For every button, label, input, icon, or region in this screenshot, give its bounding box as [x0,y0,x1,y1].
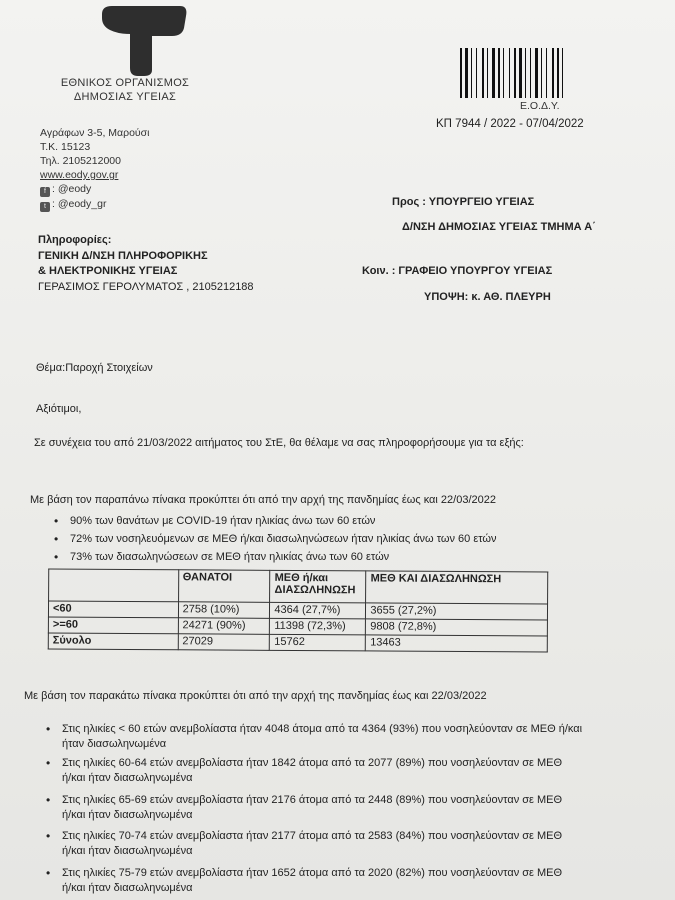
website-link[interactable]: www.eody.gov.gr [40,169,119,181]
table-header-row [49,569,548,604]
table-cell: <60 [48,601,178,618]
barcode-bar [557,48,559,98]
table-cell: 27029 [178,634,270,651]
list-item-text: Στις ηλικίες 60-64 ετών ανεμβολίαστα ήταν 1842 άτομα από τα 2077 (89%) που νοσηλεύονταν σε ΜΕΘ [62,757,563,769]
barcode-bar [514,48,516,98]
facebook-handle: : @eody [52,183,92,195]
list-item [62,756,562,786]
phone: Τηλ. 2105212000 [40,155,121,167]
list-item: • 72% των νοσηλευόμενων σε ΜΕΘ ή/και διασωληνώσεων ήταν ηλικίας άνω των 60 ετών [70,532,497,547]
info-line-1: ΓΕΝΙΚΗ Δ/ΝΣΗ ΠΛΗΡΟΦΟΡΙΚΗΣ [38,250,208,262]
barcode-bar [503,48,504,98]
barcode-bar [465,48,468,98]
twitter-handle: : @eody_gr [52,198,107,210]
list-item-text: Στις ηλικίες 65-69 ετών ανεμβολίαστα ήταν 2176 άτομα από τα 2448 (89%) που νοσηλεύονταν σε ΜΕΘ [62,794,563,806]
table-cell: 13463 [366,635,548,652]
table-cell: 24271 (90%) [178,618,270,635]
list-item-text-cont: ή/και ήταν διασωληνωμένα [62,882,193,894]
list-item [62,793,562,823]
table-cell: Σύνολο [48,633,178,650]
recipient-department: Δ/ΝΣΗ ΔΗΜΟΣΙΑΣ ΥΓΕΙΑΣ ΤΜΗΜΑ Α΄ [402,221,596,233]
barcode-bar [541,48,542,98]
barcode-bar [460,48,462,98]
table-header [49,569,179,602]
barcode-bar [519,48,522,98]
table-header: ΘΑΝΑΤΟΙ [178,570,270,603]
table-cell: 2758 (10%) [178,602,270,619]
list-item-text: Στις ηλικίες 75-79 ετών ανεμβολίαστα ήταν 1652 άτομα από τα 2020 (82%) που νοσηλεύονταν σε ΜΕΘ [62,867,563,879]
barcode-bar [562,48,563,98]
barcode-bar [482,48,484,98]
list-item-text-cont: ή/και ήταν διασωληνωμένα [62,772,193,784]
eody-label: Ε.Ο.Δ.Υ. [520,100,560,112]
list-item-text: Στις ηλικίες < 60 ετών ανεμβολίαστα ήταν 4048 άτομα από τα 4364 (93%) που νοσηλεύονταν σε ΜΕΘ ή/και [62,723,583,735]
barcode-bar [476,48,477,98]
twitter-row [40,197,149,212]
table-cell: 9808 (72,8%) [366,619,548,636]
barcode-bar [498,48,500,98]
table-cell: 15762 [270,634,366,651]
recipient-to: Προς : ΥΠΟΥΡΓΕΙΟ ΥΓΕΙΑΣ [392,196,535,208]
list-item-text-cont: ή/και ήταν διασωληνωμένα [62,809,193,821]
table-cell: 4364 (27,7%) [270,602,366,619]
subject: Θέμα:Παροχή Στοιχείων [36,362,153,374]
address: Αγράφων 3-5, Μαρούσι [40,127,150,139]
list-item-text-cont: ήταν διασωληνωμένα [62,738,167,750]
list-item: • 90% των θανάτων με COVID-19 ήταν ηλικίας άνω των 60 ετών [70,514,375,529]
list-item: • 73% των διασωληνώσεων σε ΜΕΘ ήταν ηλικίας άνω των 60 ετών [70,550,389,565]
table-cell: 11398 (72,3%) [270,618,366,635]
barcode-bar [552,48,554,98]
org-line-2: ΔΗΜΟΣΙΑΣ ΥΓΕΙΑΣ [73,91,177,103]
section-1-text: Με βάση τον παραπάνω πίνακα προκύπτει ότι από την αρχή της πανδημίας έως και 22/03/2022 [30,494,496,506]
table-header: ΜΕΘ ή/και ΔΙΑΣΩΛΗΝΩΣΗ [270,570,366,603]
list-item [62,866,562,896]
table-header: ΜΕΘ ΚΑΙ ΔΙΑΣΩΛΗΝΩΣΗ [366,571,548,604]
facebook-icon: f [40,187,50,197]
recipient-attention: ΥΠΟΨΗ: κ. ΑΘ. ΠΛΕΥΡΗ [424,291,551,303]
barcode-bar [530,48,531,98]
intro-text: Σε συνέχεια του από 21/03/2022 αιτήματος του ΣτΕ, θα θέλαμε να σας πληροφορήσουμε για τα εξής: [34,437,524,449]
barcode-bar [492,48,495,98]
address-block [40,126,149,212]
statistics-table [48,568,548,652]
table-row [48,633,547,652]
info-title: Πληροφορίες: [38,234,112,246]
info-line-3: ΓΕΡΑΣΙΜΟΣ ΓΕΡΟΛΥΜΑΤΟΣ , 2105212188 [38,281,254,293]
org-line-1: ΕΘΝΙΚΟΣ ΟΡΓΑΝΙΣΜΟΣ [60,77,190,89]
barcode-bar [535,48,538,98]
barcode-bar [487,48,488,98]
barcode-icon [460,48,588,98]
list-item [62,829,562,859]
org-name [60,76,190,104]
barcode-bar [509,48,510,98]
table-cell: 3655 (27,2%) [366,603,548,620]
barcode-bar [525,48,526,98]
protocol-number: ΚΠ 7944 / 2022 - 07/04/2022 [436,118,584,130]
recipient-cc: Κοιν. : ΓΡΑΦΕΙΟ ΥΠΟΥΡΓΟΥ ΥΓΕΙΑΣ [362,265,553,277]
list-item-text-cont: ή/και ήταν διασωληνωμένα [62,845,193,857]
info-line-2: & ΗΛΕΚΤΡΟΝΙΚΗΣ ΥΓΕΙΑΣ [38,265,178,277]
eody-logo-icon [96,4,188,76]
list-item [62,722,582,752]
section-2-text: Με βάση τον παρακάτω πίνακα προκύπτει ότι από την αρχή της πανδημίας έως και 22/03/2022 [24,690,487,702]
barcode-bar [546,48,547,98]
barcode-bar [471,48,472,98]
table-cell: >=60 [48,617,178,634]
postal-code: Τ.Κ. 15123 [40,141,91,153]
twitter-icon: t [40,202,50,212]
list-item-text: Στις ηλικίες 70-74 ετών ανεμβολίαστα ήταν 2177 άτομα από τα 2583 (84%) που νοσηλεύονταν σε ΜΕΘ [62,830,563,842]
facebook-row [40,182,149,197]
greeting: Αξιότιμοι, [36,403,82,415]
